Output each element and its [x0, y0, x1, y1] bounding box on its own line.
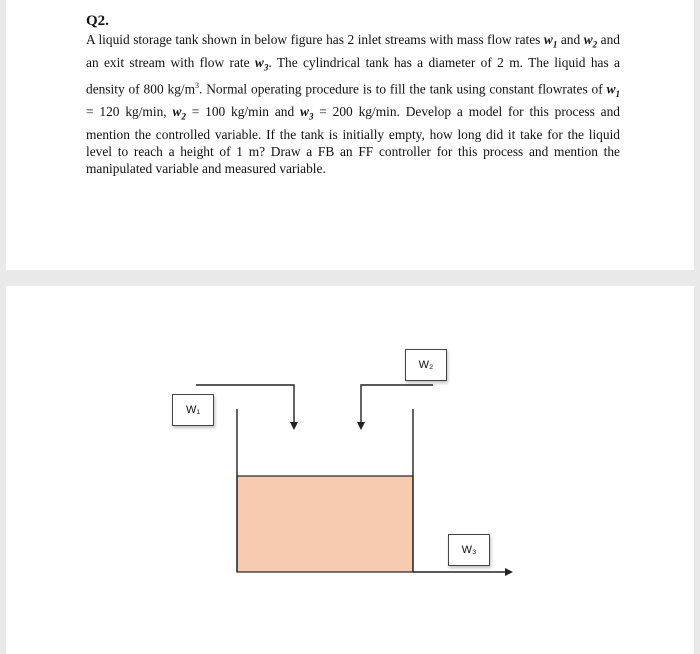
inlet-w2-arrow: [357, 422, 365, 430]
question-number: Q2.: [86, 13, 109, 29]
inlet-w1-arrow: [290, 422, 298, 430]
question-text: A liquid storage tank shown in below figure has 2 inlet streams with mass flow rates $w_1$ and $w_2$ and an exit stream with flow rate $w_3$. The cylindrical tank has a diameter of 2 m. The liquid has a density of 800 $kg/m^3$. Normal operating procedure is to fill the tank using constant flowrates of $w_1 = 120$ kg/min, $w_2 = 100$ kg/min and $w_3 = 200$ kg/min. Develop a model for this process and mention the controlled variable. If the tank is initially empty, how long did it take for the liquid level to reach a height of 1 m? Draw a FB an FF controller for this process and mention the manipulated variable and measured variable.: [86, 32, 621, 176]
label-w2: W₂: [405, 349, 447, 381]
inlet-w2-pipe: [361, 385, 433, 423]
tank-liquid: [237, 476, 413, 572]
label-w1: W₁: [172, 394, 214, 426]
outlet-w3-arrow: [505, 568, 513, 576]
label-w3: W₃: [448, 534, 490, 566]
